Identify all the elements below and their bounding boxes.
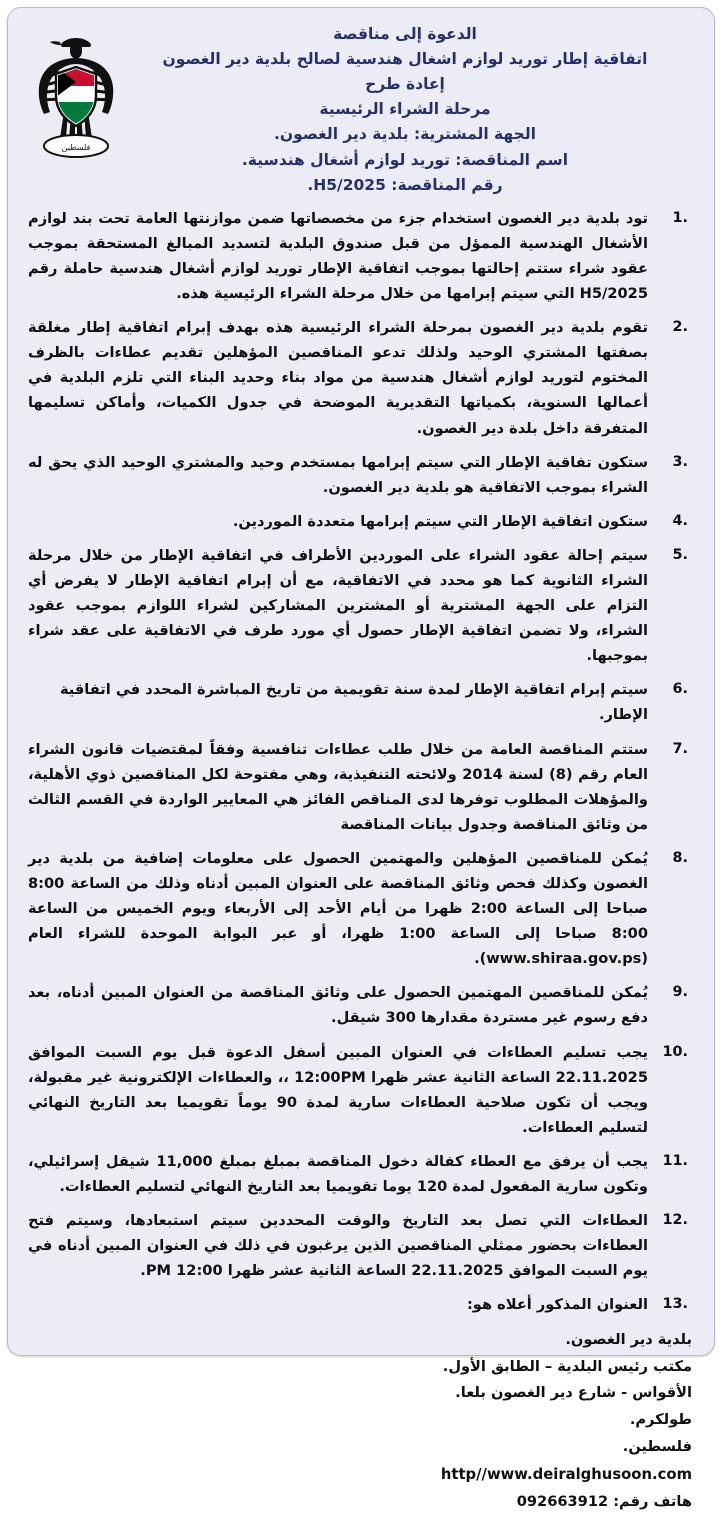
- clause-item-6: [28, 677, 692, 727]
- clause-text: ستكون تفاقية الإطار التي سيتم إبرامها بمستخدم وحيد والمشتري الوحيد الذي يحق له الشراء بموجب الاتفاقية هو بلدية دير الغصون.: [28, 453, 648, 496]
- clause-item-7: [28, 737, 692, 837]
- header-line-tender-name: اسم المناقصة: توريد لوازم أشغال هندسية.: [241, 150, 569, 169]
- palestinian-eagle-emblem-icon: [30, 34, 122, 166]
- header-title-block: [26, 22, 696, 198]
- clause-item-1: [28, 206, 692, 306]
- clause-number: 1.: [672, 209, 688, 226]
- header-line-2: اتفاقية إطار توريد لوازم اشغال هندسية لصالح بلدية دير الغصون: [162, 50, 648, 69]
- clause-number: 5.: [672, 546, 688, 563]
- clause-text: تقوم بلدية دير الغصون بمرحلة الشراء الرئيسية هذه بهدف إبرام اتفاقية إطار مغلقة بصفتها المشتري الوحيد ولذلك تدعو المناقصين المؤهلين تقديم عطاءات بالظرف المختوم لتوريد لوازم أشغال هندسية من مواد بناء وحديد البناء التي تلزم البلدية في أعمالها السنوية، بكمياتها التقديرية الموضحة في جدول الكميات، وأماكن تسليمها المتفرقة داخل بلدة دير الغصون.: [28, 319, 648, 437]
- document-header: [8, 8, 714, 204]
- clause-item-4: [28, 509, 692, 534]
- clause-number: 13.: [662, 1296, 688, 1313]
- clause-text: ستكون اتفاقية الإطار التي سيتم إبرامها متعددة الموردين.: [232, 512, 648, 530]
- clause-item-9: [28, 980, 692, 1030]
- address-line-country: فلسطين.: [622, 1438, 692, 1456]
- header-line-purchaser: الجهة المشترية: بلدية دير الغصون.: [274, 125, 536, 144]
- clause-number: 12.: [662, 1212, 688, 1229]
- emblem-scroll-text: فلسطين: [61, 143, 91, 152]
- address-line-street: الأقواس - شارع دير الغصون بلعا.: [455, 1384, 692, 1402]
- clause-number: 6.: [672, 681, 688, 698]
- clause-item-2: [28, 315, 692, 440]
- header-line-4: مرحلة الشراء الرئيسية: [319, 100, 491, 119]
- clause-number: 10.: [662, 1043, 688, 1060]
- address-line-city: طولكرم.: [629, 1411, 692, 1429]
- clause-text: ستتم المناقصة العامة من خلال طلب عطاءات تنافسية وفقاً لمقتضيات قانون الشراء العام رقم (8) لسنة 2014 ولائحته التنفيذية، وهي مفتوحة لكل المناقصين ذوي الأهلية، والمؤهلات المطلوب توفرها لدى المناقص الفائز هي المعايير الواردة في القسم الثالث من وثائق المناقصة وجدول بيانات المناقصة: [28, 740, 648, 833]
- clause-item-11: [28, 1149, 692, 1199]
- clause-text: العطاءات التي تصل بعد التاريخ والوقت المحددين سيتم استبعادها، وسيتم فتح العطاءات بحضور ممثلي المناقصين الذين يرغبون في ذلك في العنوان المبين أدناه في يوم السبت الموافق 22.11.2025 الساعة الثانية عشر ظهرا 12:00 PM.: [28, 1212, 648, 1280]
- clause-number: 4.: [672, 512, 688, 529]
- header-line-3: إعادة طرح: [365, 75, 445, 94]
- clause-text: يجب أن يرفق مع العطاء كفالة دخول المناقصة بمبلغ بمبلغ 11,000 شيقل إسرائيلي، وتكون سارية المفعول لمدة 120 يوما تقويميا بعد التاريخ النهائي لتسليم العطاءات.: [28, 1152, 649, 1196]
- clause-number: 7.: [672, 740, 688, 757]
- address-line-municipality: بلدية دير الغصون.: [565, 1330, 692, 1348]
- clause-number: 9.: [672, 984, 688, 1001]
- tender-announcement-page: [7, 7, 715, 1510]
- clause-text: يُمكن للمناقصين المؤهلين والمهتمين الحصول على معلومات إضافية من بلدية دير الغصون وكذلك فحص وثائق المناقصة على العنوان المبين أدناه وذلك من الساعة 8:00 صباحا إلى الساعة 2:00 ظهرا من أيام الأحد إلى الأربعاء ويوم الخميس من الساعة 8:00 صباحا إلى الساعة 1:00 ظهرا، أو عبر البوابة الموحدة للشراء العام (www.shiraa.gov.ps).: [28, 849, 648, 968]
- clause-item-5: [28, 543, 692, 668]
- clause-item-12: [28, 1208, 692, 1283]
- clause-number: 3.: [672, 453, 688, 470]
- clause-number: 2.: [672, 319, 688, 336]
- clause-item-3: [28, 450, 692, 500]
- clause-list-container: [8, 204, 714, 1318]
- address-line-office: مكتب رئيس البلدية – الطابق الأول.: [442, 1357, 692, 1375]
- clause-text: يجب تسليم العطاءات في العنوان المبين أسفل الدعوة قبل يوم السبت الموافق 22.11.2025 الساعة الثانية عشر ظهرا 12:00PM ،، والعطاءات الإلكترونية غير مقبولة، ويجب أن تكون صلاحية العطاءات سارية لمدة 90 يوماً تقويميا بعد التاريخ النهائي لتسليم العطاءات.: [28, 1043, 648, 1136]
- header-line-tender-number: رقم المناقصة: H5/2025.: [307, 175, 503, 194]
- clause-text: العنوان المذكور أعلاه هو:: [466, 1296, 648, 1314]
- website-link[interactable]: http//www.deiralghusoon.com: [440, 1466, 692, 1484]
- header-line-1: الدعوة إلى مناقصة: [333, 25, 477, 43]
- clause-number: 11.: [662, 1152, 688, 1169]
- address-block: [8, 1327, 714, 1516]
- phone-number: هاتف رقم: 092663912: [516, 1492, 692, 1510]
- clause-item-8: [28, 846, 692, 971]
- clause-text: سيتم إحالة عقود الشراء على الموردين الأطراف في اتفاقية الإطار من خلال مرحلة الشراء الثانوية كما هو محدد في الاتفاقية، مع أن إبرام اتفاقية الإطار لا يفرض أي التزام على الجهة المشترية أو المشترين المشاركين لشراء اللوازم بموجب عقود الشراء، ولا تضمن اتفاقية الإطار حصول أي مورد طرف في الاتفاقية على عقد شراء بموجبها.: [28, 546, 648, 665]
- clause-text: سيتم إبرام اتفاقية الإطار لمدة سنة تقويمية من تاريخ المباشرة المحدد في اتفاقية الإطار.: [59, 681, 648, 724]
- clause-list: [28, 206, 692, 1318]
- clause-text: يُمكن للمناقصين المهتمين الحصول على وثائق المناقصة من العنوان المبين أدناه، بعد دفع رسوم غير مستردة مقدارها 300 شيقل.: [28, 984, 648, 1027]
- clause-text: تود بلدية دير الغصون استخدام جزء من مخصصاتها ضمن موازنتها العامة تحت بند لوازم الأشغال الهندسية الممؤل من قبل صندوق البلدية لتسديد المبالغ المستحقة بموجب عقود شراء ستتم إحالتها بموجب اتفاقية الإطار توريد لوازم أشغال هندسية حاملة رقم H5/2025 التي سيتم إبرامها من خلال مرحلة الشراء الرئيسية هذه.: [28, 209, 648, 303]
- clause-item-10: [28, 1040, 692, 1140]
- clause-number: 8.: [672, 849, 688, 866]
- clause-item-13: [28, 1292, 692, 1317]
